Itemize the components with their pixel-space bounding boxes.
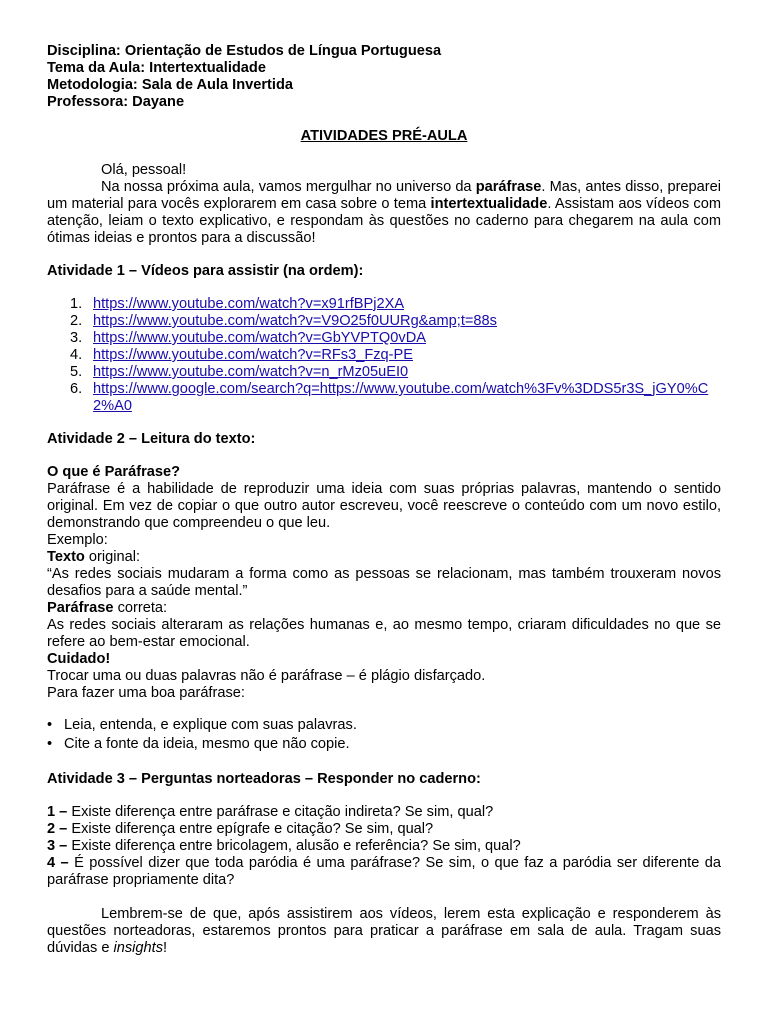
question-2	[47, 821, 721, 838]
original-text-label	[47, 549, 721, 566]
list-item	[47, 347, 727, 364]
list-number: 2.	[70, 313, 83, 329]
intro-text-1: Na nossa próxima aula, vamos mergulhar no universo da	[101, 179, 476, 195]
closing-paragraph	[47, 906, 721, 957]
activity2-heading: Atividade 2 – Leitura do texto:	[47, 431, 256, 447]
list-item	[47, 364, 727, 381]
intro-bold-intertextualidade: intertextualidade	[430, 196, 548, 212]
example-label: Exemplo:	[47, 532, 108, 548]
video-link-6[interactable]: https://www.google.com/search?q=https://www.youtube.com/watch%3Fv%3DDS5r3S_jGY0%C2%A0	[93, 381, 709, 414]
subheading-what-is-paraphrase: O que é Paráfrase?	[47, 464, 181, 480]
question-1	[47, 804, 721, 821]
intro-paragraph	[47, 179, 721, 247]
original-rest: original:	[84, 549, 141, 565]
list-item	[47, 717, 721, 734]
list-number: 6.	[70, 381, 83, 397]
list-item	[47, 296, 727, 313]
video-link-4[interactable]: https://www.youtube.com/watch?v=RFs3_Fzq-PE	[93, 347, 413, 363]
activity1-heading: Atividade 1 – Vídeos para assistir (na ordem):	[47, 263, 364, 279]
header-professora: Professora: Dayane	[47, 94, 185, 110]
question-number: 3 –	[47, 838, 68, 854]
list-number: 3.	[70, 330, 83, 346]
video-link-2[interactable]: https://www.youtube.com/watch?v=V9O25f0UURg&amp;t=88s	[93, 313, 497, 329]
document-header	[47, 43, 721, 111]
question-text: É possível dizer que toda paródia é uma paráfrase? Se sim, o que faz a paródia ser diferente da paráfrase propriamente dita?	[47, 855, 721, 888]
warning-heading: Cuidado!	[47, 651, 111, 667]
original-quote: “As redes sociais mudaram a forma como as pessoas se relacionam, mas também trouxeram novos desafios para a saúde mental.”	[47, 566, 721, 599]
closing-end: !	[163, 940, 168, 956]
questions-list	[47, 804, 721, 889]
list-number: 1.	[70, 296, 83, 312]
list-item	[47, 381, 727, 415]
question-number: 1 –	[47, 804, 68, 820]
warning-text: Trocar uma ou duas palavras não é paráfrase – é plágio disfarçado.	[47, 668, 486, 684]
intro-text-2: . Mas, antes disso, preparei um material para vocês explorarem em casa sobre o tema	[47, 179, 721, 212]
tip-text: Cite a fonte da ideia, mesmo que não copie.	[64, 736, 350, 752]
intro-greeting: Olá, pessoal!	[101, 162, 187, 178]
closing-italic: insights	[113, 940, 164, 956]
paraphrase-definition: Paráfrase é a habilidade de reproduzir uma ideia com suas próprias palavras, mantendo o sentido original. Em vez de copiar o que outro autor escreveu, você reescreve o conteúdo com um novo estilo, demonstrando que compreendeu o que leu.	[47, 481, 721, 531]
tips-list	[47, 717, 721, 755]
question-4	[47, 855, 721, 889]
header-tema: Tema da Aula: Intertextualidade	[47, 60, 266, 76]
question-3	[47, 838, 721, 855]
bullet-icon: •	[47, 736, 53, 752]
header-disciplina: Disciplina: Orientação de Estudos de Língua Portuguesa	[47, 43, 442, 59]
intro-bold-parafrase: paráfrase	[475, 179, 542, 195]
closing-text: Lembrem-se de que, após assistirem aos vídeos, lerem esta explicação e responderem às questões norteadoras, estaremos prontos para praticar a paráfrase em sala de aula. Tragam suas dúvidas e	[47, 906, 721, 956]
video-link-1[interactable]: https://www.youtube.com/watch?v=x91rfBPj2XA	[93, 296, 405, 312]
header-metodologia: Metodologia: Sala de Aula Invertida	[47, 77, 293, 93]
question-number: 4 –	[47, 855, 69, 871]
video-link-list	[47, 296, 727, 415]
tip-text: Leia, entenda, e explique com suas palavras.	[64, 717, 357, 733]
activity3-heading: Atividade 3 – Perguntas norteadoras – Responder no caderno:	[47, 771, 481, 787]
intro-text-3: . Assistam aos vídeos com atenção, leiam o texto explicativo, e respondam às questões no caderno para chegarem na aula com ótimas ideias e prontos para a discussão!	[47, 196, 721, 246]
list-number: 5.	[70, 364, 83, 380]
question-text: Existe diferença entre bricolagem, alusão e referência? Se sim, qual?	[67, 838, 521, 854]
activity2-body	[47, 464, 721, 702]
correct-rest: correta:	[113, 600, 168, 616]
video-link-3[interactable]: https://www.youtube.com/watch?v=GbYVPTQ0vDA	[93, 330, 426, 346]
question-text: Existe diferença entre paráfrase e citação indireta? Se sim, qual?	[67, 804, 494, 820]
correct-paraphrase-text: As redes sociais alteraram as relações humanas e, ao mesmo tempo, criaram dificuldades no que se refere ao bem-estar emocional.	[47, 617, 721, 650]
list-item	[47, 736, 721, 753]
list-item	[47, 313, 727, 330]
video-link-5[interactable]: https://www.youtube.com/watch?v=n_rMz05uEI0	[93, 364, 409, 380]
correct-bold: Paráfrase	[47, 600, 114, 616]
original-bold: Texto	[47, 549, 85, 565]
correct-paraphrase-label	[47, 600, 721, 617]
list-number: 4.	[70, 347, 83, 363]
question-number: 2 –	[47, 821, 68, 837]
tips-label: Para fazer uma boa paráfrase:	[47, 685, 245, 701]
page-title: ATIVIDADES PRÉ-AULA	[300, 128, 468, 144]
bullet-icon: •	[47, 717, 53, 733]
question-text: Existe diferença entre epígrafe e citação? Se sim, qual?	[67, 821, 434, 837]
list-item	[47, 330, 727, 347]
